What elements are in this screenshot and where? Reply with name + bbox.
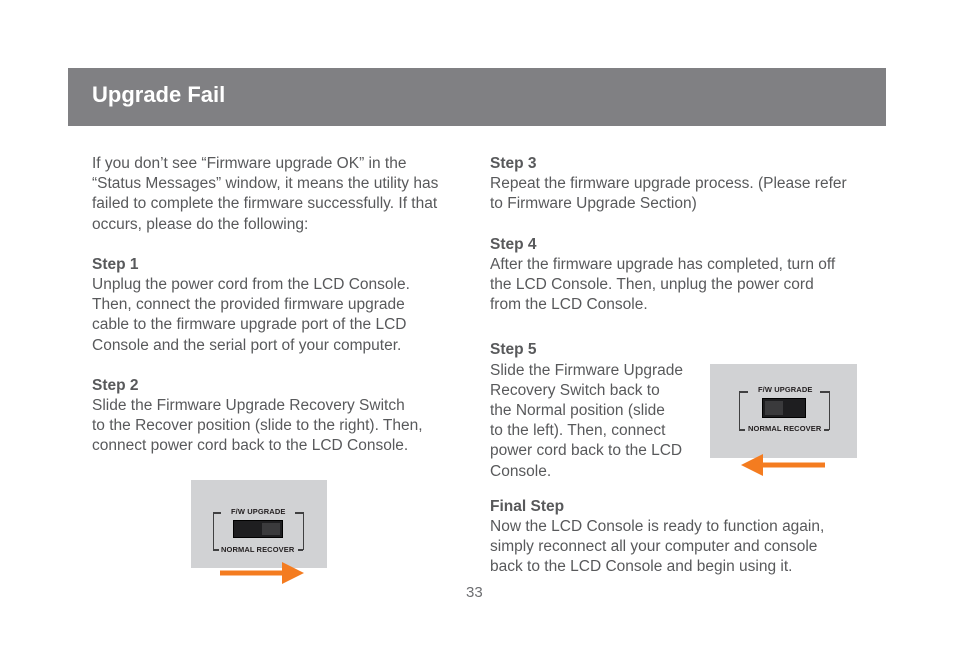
page-title: Upgrade Fail [92,82,226,107]
recovery-switch-slider [233,520,283,538]
step-3 [490,154,870,215]
step-1-line: cable to the firmware upgrade port of the LCD [92,316,407,334]
step-2-line: connect power cord back to the LCD Console. [92,437,409,455]
fw-upgrade-label: F/W UPGRADE [231,507,286,516]
bracket-top-right [820,391,829,393]
step-1-heading: Step 1 [92,255,139,273]
step-4-heading: Step 4 [490,235,537,253]
bracket-top-left [213,512,221,514]
bracket-top-right [295,512,303,514]
step-4-line: the LCD Console. Then, unplug the power cord [490,276,814,294]
bracket-bottom-left [739,429,745,431]
intro-line: If you don’t see “Firmware upgrade OK” in the [92,155,407,172]
step-1-line: Unplug the power cord from the LCD Console. [92,276,410,294]
step-1-line: Console and the serial port of your computer. [92,336,402,354]
step-2 [92,376,462,457]
step-4-line: After the firmware upgrade has completed, turn off [490,255,836,273]
step-5-line: to the left). Then, connect [490,422,666,440]
step-4 [490,235,870,316]
step-2-line: to the Recover position (slide to the right). Then, [92,417,423,435]
final-step-heading: Final Step [490,497,565,515]
intro-line: “Status Messages” window, it means the utility has [92,175,439,193]
left-column [92,154,462,457]
normal-recover-label: NORMAL RECOVER [221,545,295,554]
step-4-line: from the LCD Console. [490,296,648,314]
arrow-right-icon [220,560,306,586]
switch-knob [765,401,783,415]
fw-upgrade-label: F/W UPGRADE [758,385,813,394]
step-3-line: to Firmware Upgrade Section) [490,195,697,213]
step-5-line: the Normal position (slide [490,402,665,420]
step-5-line: power cord back to the LCD [490,442,683,460]
final-step-line: Now the LCD Console is ready to function again, [490,518,825,536]
step-1-line: Then, connect the provided firmware upgrade [92,296,405,314]
bracket-bottom-right [298,549,303,551]
normal-switch-diagram [710,364,857,458]
intro-paragraph [92,154,462,235]
page-number: 33 [466,584,483,601]
step-2-line: Slide the Firmware Upgrade Recovery Switch [92,397,405,415]
step-5-heading: Step 5 [490,341,537,359]
switch-knob [262,523,280,535]
step-2-heading: Step 2 [92,376,139,394]
step-5-line: Console. [490,462,552,480]
title-bar [68,68,886,126]
intro-line: failed to complete the firmware successfully. If that [92,195,438,213]
intro-line: occurs, please do the following: [92,215,309,233]
final-step-line: simply reconnect all your computer and console [490,538,818,556]
step-3-heading: Step 3 [490,155,537,172]
step-5-line: Slide the Firmware Upgrade [490,361,683,379]
final-step [490,497,870,578]
step-3-line: Repeat the firmware upgrade process. (Please refer [490,175,847,193]
recovery-switch-slider [762,398,806,418]
recover-switch-diagram [191,480,327,568]
bracket-bottom-left [213,549,219,551]
bracket-bottom-right [824,429,829,431]
normal-recover-label: NORMAL RECOVER [748,424,822,433]
step-5-line: Recovery Switch back to [490,381,660,399]
arrow-left-icon [740,452,826,478]
final-step-line: back to the LCD Console and begin using it. [490,558,793,576]
bracket-top-left [739,391,748,393]
step-1 [92,255,462,356]
